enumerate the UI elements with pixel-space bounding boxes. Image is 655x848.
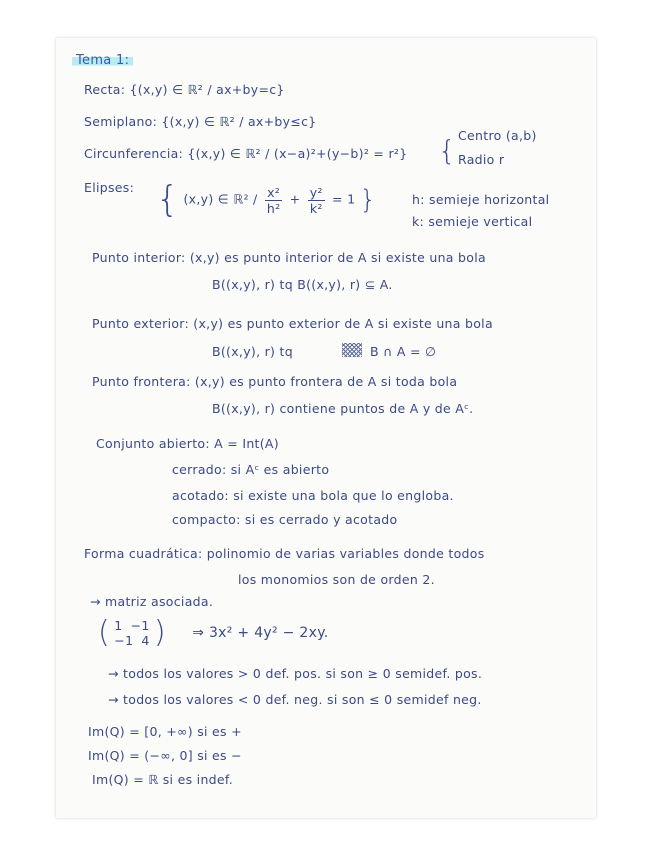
- conjunto-cerrado: cerrado: si Aᶜ es abierto: [172, 462, 330, 477]
- elipses-plus: +: [289, 191, 301, 207]
- def-negativa: → todos los valores < 0 def. neg. si son ≤ 0 semidef neg.: [108, 692, 482, 707]
- matrix-result: ⇒ 3x² + 4y² − 2xy.: [192, 624, 329, 641]
- y-denominator: k²: [309, 200, 323, 216]
- elipses-formula: { (x,y) ∈ ℝ² / $\frac{\text{x²}}{\text{h²}}$ + $\frac{\text{y²}}{\text{k²}}$ = 1 }: [156, 179, 377, 220]
- exterior-line-2a: B((x,y), r) tq: [212, 344, 293, 359]
- semiplano-definition: Semiplano: {(x,y) ∈ ℝ² / ax+by≤c}: [84, 114, 317, 129]
- circunferencia-brace: {: [438, 134, 457, 167]
- interior-line-1: Punto interior: (x,y) es punto interior de A si existe una bola: [92, 250, 486, 265]
- elipses-set: (x,y) ∈ ℝ² /: [183, 191, 258, 207]
- exterior-line-1: Punto exterior: (x,y) es punto exterior de A si existe una bola: [92, 316, 493, 331]
- x-numerator: x²: [265, 185, 283, 201]
- conjunto-abierto: Conjunto abierto: A = Int(A): [96, 436, 279, 451]
- elipses-label: Elipses:: [84, 180, 135, 195]
- matrix-cell-12: −1: [130, 618, 150, 633]
- circunferencia-definition: Circunferencia: {(x,y) ∈ ℝ² / (x−a)²+(y−b)² = r²}: [84, 146, 408, 161]
- matrix-cell-22: 4: [141, 633, 150, 648]
- frontera-line-2: B((x,y), r) contiene puntos de A y de Aᶜ.: [212, 401, 474, 416]
- x-fraction: [265, 185, 283, 216]
- forma-line-1: Forma cuadrática: polinomio de varias variables donde todos: [84, 546, 485, 561]
- imagen-indefinida: Im(Q) = ℝ si es indef.: [92, 772, 233, 787]
- imagen-negativa: Im(Q) = (−∞, 0] si es −: [88, 748, 242, 763]
- def-positiva: → todos los valores > 0 def. pos. si son ≥ 0 semidef. pos.: [108, 666, 483, 681]
- frontera-line-1: Punto frontera: (x,y) es punto frontera de A si toda bola: [92, 374, 458, 389]
- crossed-out-scribble: [342, 343, 362, 357]
- recta-definition: Recta: {(x,y) ∈ ℝ² / ax+by=c}: [84, 82, 285, 97]
- centro-label: Centro (a,b): [458, 128, 537, 143]
- x-denominator: h²: [266, 200, 281, 216]
- forma-line-2: los monomios son de orden 2.: [238, 572, 435, 587]
- conjunto-compacto: compacto: si es cerrado y acotado: [172, 512, 398, 527]
- exterior-line-2b: B ∩ A = ∅: [370, 344, 437, 359]
- page-title: Tema 1:: [72, 52, 133, 69]
- matrix-grid: [114, 618, 149, 648]
- elipses-equals: = 1: [332, 191, 356, 207]
- imagen-positiva: Im(Q) = [0, +∞) si es +: [88, 724, 242, 739]
- matriz-asociada: → matriz asociada.: [90, 594, 214, 609]
- y-numerator: y²: [309, 184, 323, 200]
- y-fraction: [308, 185, 325, 216]
- h-semieje: h: semieje horizontal: [412, 192, 550, 207]
- k-semieje: k: semieje vertical: [412, 214, 533, 229]
- matrix-cell-21: −1: [114, 633, 134, 648]
- matrix-example: ( 1 −1 −1 4 ) ⇒ 3x² + 4y² − 2xy.: [98, 615, 329, 650]
- interior-line-2: B((x,y), r) tq B((x,y), r) ⊆ A.: [212, 277, 393, 292]
- radio-label: Radio r: [458, 152, 505, 167]
- conjunto-acotado: acotado: si existe una bola que lo engloba.: [172, 488, 454, 503]
- matrix-cell-11: 1: [114, 618, 123, 633]
